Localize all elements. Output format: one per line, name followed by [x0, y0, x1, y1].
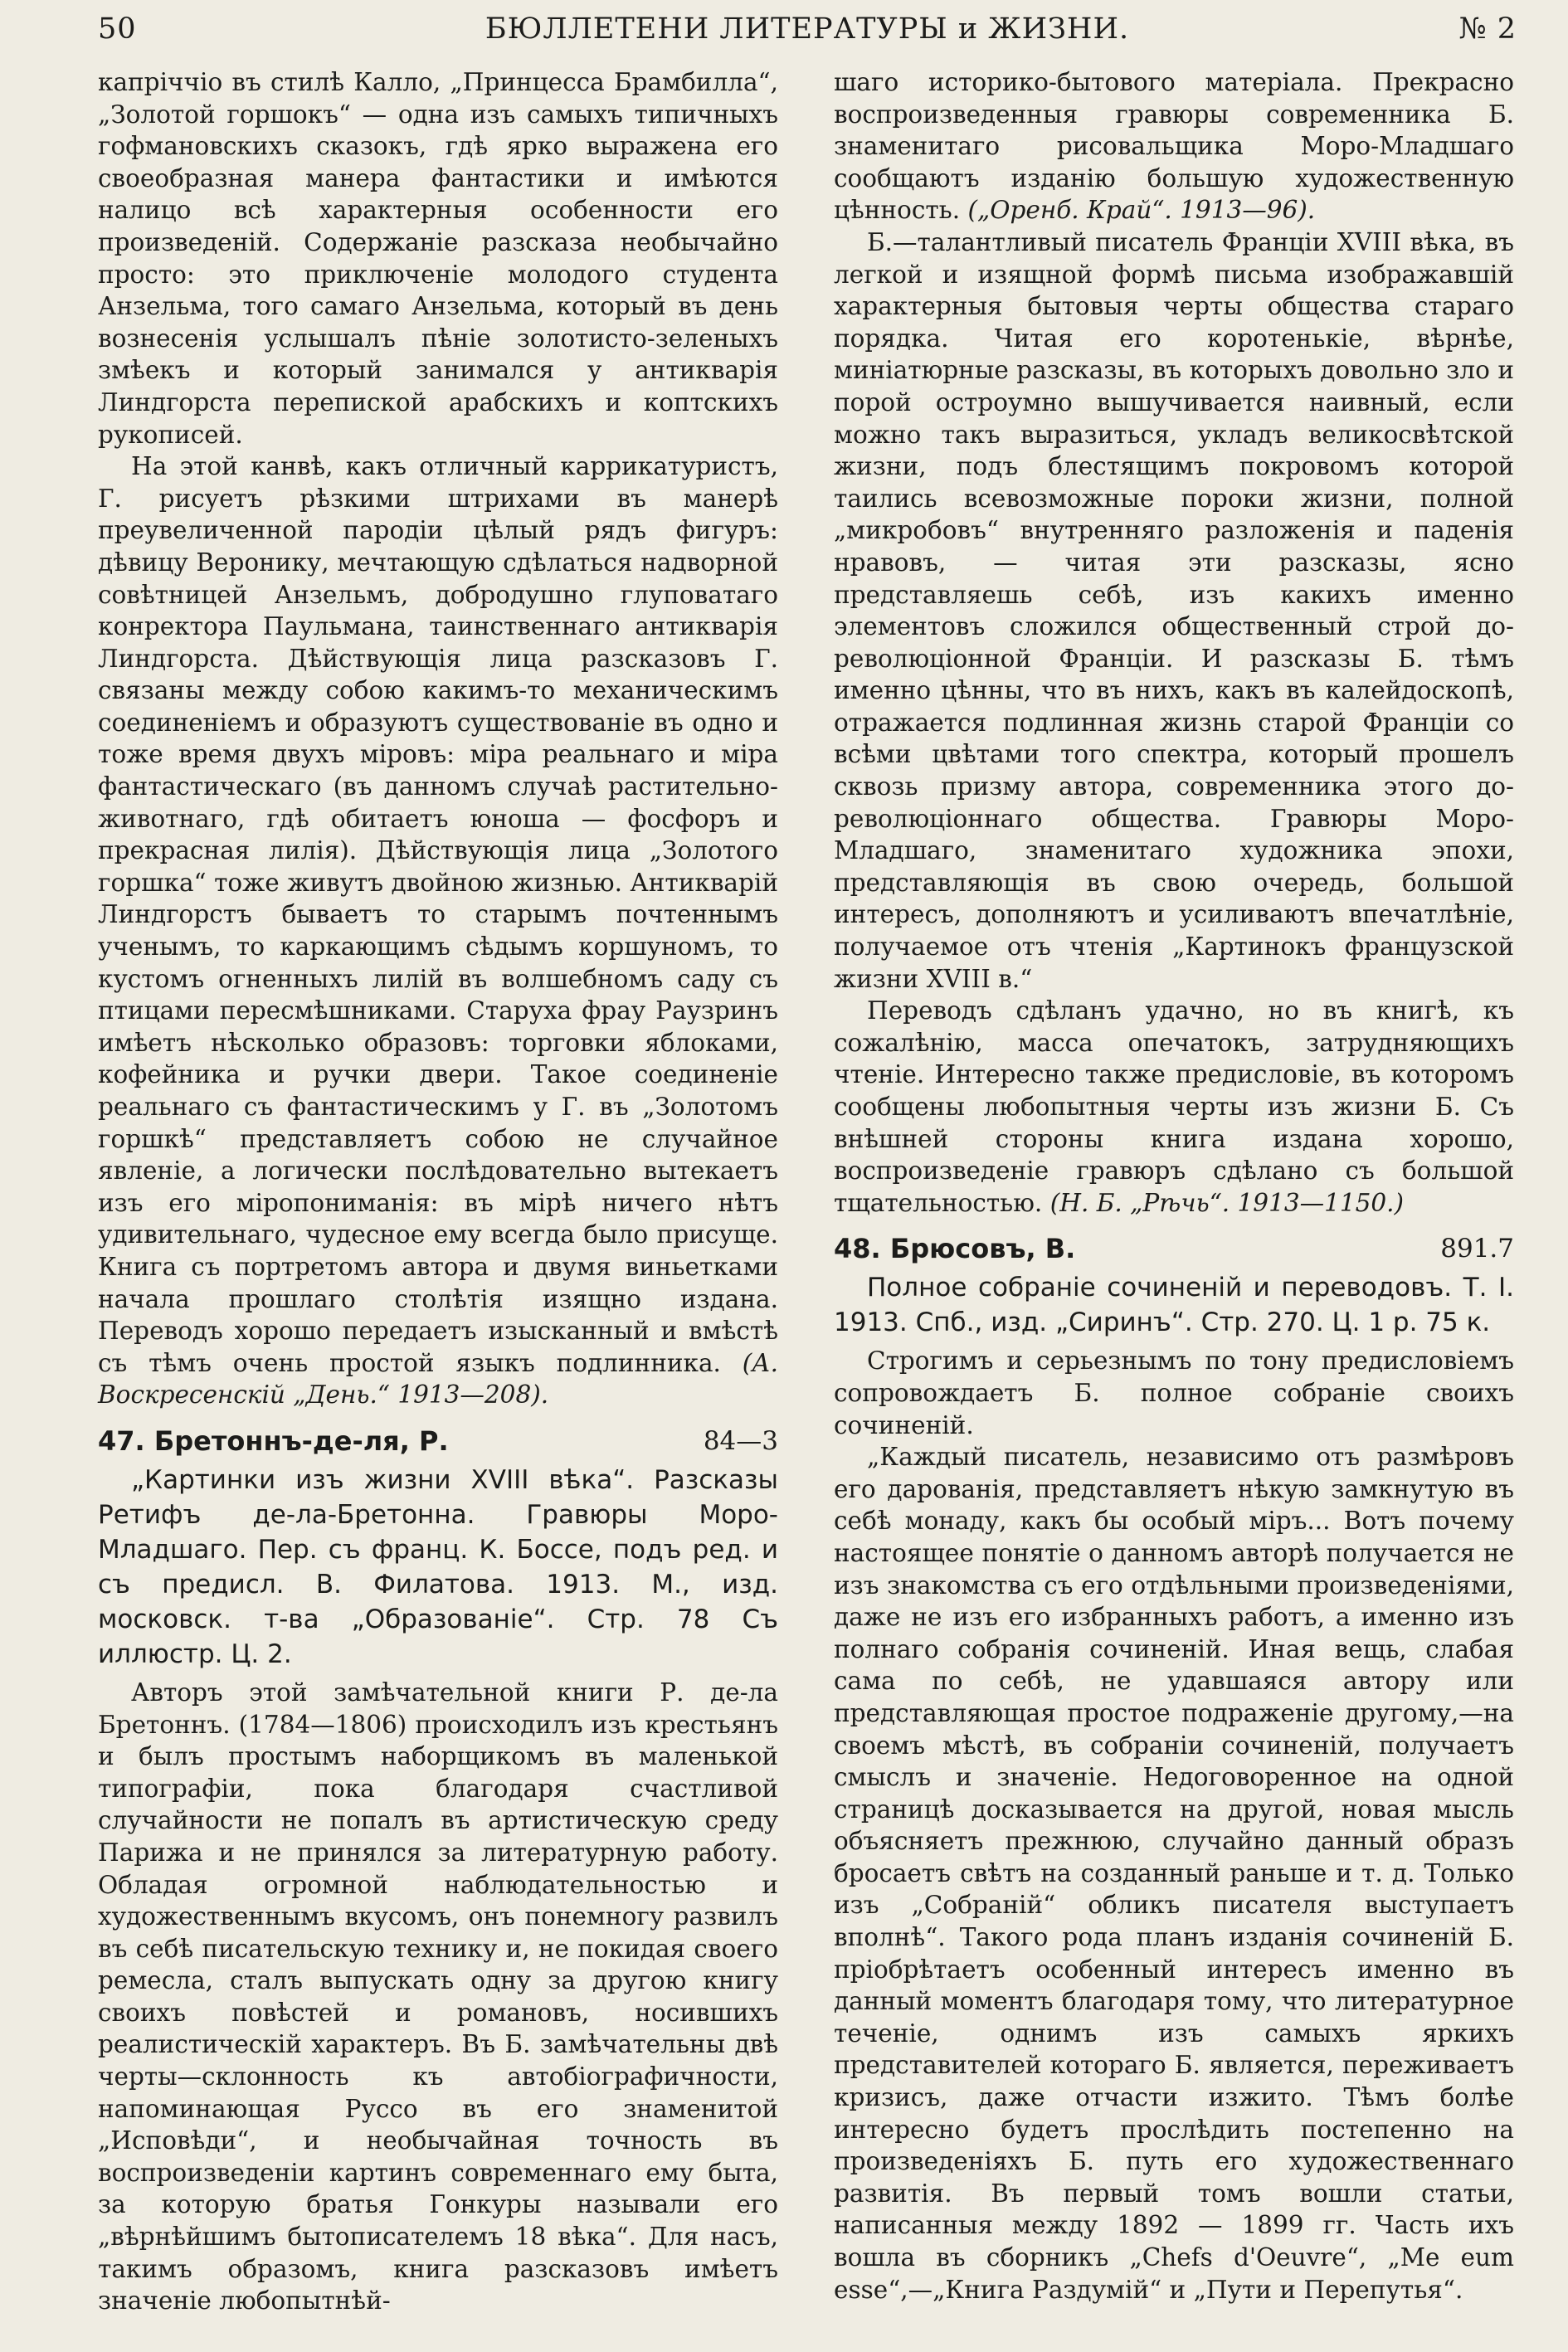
- paragraph: [98, 450, 778, 1411]
- page-header: [98, 3, 1517, 55]
- entry-author: 48. Брюсовъ, В.: [834, 1233, 1076, 1265]
- review-source: (А. Воскресенскій „День.“ 1913—208).: [98, 1348, 778, 1410]
- classification-number: 84—3: [703, 1425, 778, 1456]
- page-number: 50: [98, 12, 137, 46]
- entry-author: 47. Бретоннъ-де-ля, Р.: [98, 1424, 449, 1457]
- left-column: [98, 66, 778, 2317]
- paragraph-text: шаго историко-бытового матеріала. Прекрасно воспроизведенныя гравюры современника Б. знаменитаго рисовальщика Моро-Младшаго сообщаютъ изданію большую художественную цѣнность.: [834, 68, 1514, 225]
- paragraph: капріччіо въ стилѣ Калло, „Принцесса Брамбилла“, „Золотой горшокъ“ — одна изъ самыхъ типичныхъ гофмановскихъ сказокъ, гдѣ ярко выражена его своеобразная манера фантастики и имѣются налицо всѣ характерныя особенности его произведеній. Содержаніе разсказа необычайно просто: это приключеніе молодого студента Анзельма, того самаго Анзельма, который въ день вознесенія услышалъ пѣніе золотисто-зеленыхъ змѣекъ и который занимался у антикварія Линдгорста перепиской арабскихъ и коптскихъ рукописей.: [98, 68, 778, 449]
- issue-number: № 2: [1458, 12, 1517, 46]
- paragraph: Строгимъ и серьезнымъ по тону предисловіемъ сопровождаетъ Б. полное собраніе своихъ сочиненій.: [834, 1346, 1514, 1439]
- paragraph: „Каждый писатель, независимо отъ размѣровъ его дарованія, представляетъ нѣкую замкнутую въ себѣ монаду, какъ бы особый міръ... Вотъ почему настоящее понятіе о данномъ авторѣ получается не изъ знакомства съ его отдѣльными произведеніями, даже не изъ его избранныхъ работъ, а именно изъ полнаго собранія сочиненій. Иная вещь, слабая сама по себѣ, не удавшаяся автору или представляющая простое подраженіе другому,—на своемъ мѣстѣ, въ собраніи сочиненій, получаетъ смыслъ и значеніе. Недоговоренное на одной страницѣ досказывается на другой, новая мысль объясняетъ прежнюю, случайно данный образъ бросаетъ свѣтъ на созданный раньше и т. д. Только изъ „Собраній“ обликъ писателя выступаетъ вполнѣ“. Такого рода планъ изданія сочиненій Б. пріобрѣтаетъ особенный интересъ именно въ данный моментъ благодаря тому, что литературное теченіе, однимъ изъ самыхъ яркихъ представителей котораго Б. является, переживаетъ кризисъ, даже отчасти изжито. Тѣмъ болѣе интересно будетъ прослѣдить постепенно на произведеніяхъ Б. путь его художественнаго развитія. Въ первый томъ вошли статьи, написанныя между 1892 — 1899 гг. Часть ихъ вошла въ сборникъ „Chefs d'Oeuvre“, „Me eum esse“,—„Книга Раздумій“ и „Пути и Перепутья“.: [834, 1443, 1514, 2304]
- running-title: БЮЛЛЕТЕНИ ЛИТЕРАТУРЫ и ЖИЗНИ.: [485, 12, 1130, 46]
- review-source: (Н. Б. „Рѣчь“. 1913—1150.): [1049, 1188, 1405, 1217]
- paragraph-text: Переводъ сдѣланъ удачно, но въ книгѣ, къ сожалѣнію, масса опечатокъ, затрудняющихъ чтеніе. Интересно также предисловіе, въ которомъ сообщены любопытныя черты изъ жизни Б. Съ внѣшней стороны книга издана хорошо, воспроизведеніе гравюръ сдѣлано съ большой тщательностью.: [834, 996, 1514, 1217]
- bibliographic-description: „Картинки изъ жизни XVIII вѣка“. Разсказы Ретифъ де-ла-Бретонна. Гравюры Моро-Младшаго. Пер. съ франц. К. Боссе, подъ ред. и съ предисл. В. Филатова. 1913. М., изд. московск. т-ва „Образованіе“. Стр. 78 Съ иллюстр. Ц. 2.: [98, 1464, 778, 1669]
- paragraph-text: На этой канвѣ, какъ отличный каррикатуристъ, Г. рисуетъ рѣзкими штрихами въ манерѣ преувеличенной пародіи цѣлый рядъ фигуръ: дѣвицу Веронику, мечтающую сдѣлаться надворной совѣтницей Анзельмъ, добродушно глуповатаго конректора Паульмана, таинственнаго антикварія Линдгорста. Дѣйствующія лица разсказовъ Г. связаны между собою какимъ-то механическимъ соединеніемъ и образуютъ существованіе въ одно и тоже время двухъ міровъ: міра реальнаго и міра фантастическаго (въ данномъ случаѣ растительно-животнаго, гдѣ обитаетъ юноша — фосфоръ и прекрасная лилія). Дѣйствующія лица „Золотого горшка“ тоже живутъ двойною жизнью. Антикварій Линдгорстъ бываетъ то старымъ почтеннымъ ученымъ, то каркающимъ сѣдымъ коршуномъ, то кустомъ огненныхъ лилій въ волшебномъ саду съ птицами пересмѣшниками. Старуха фрау Раузринъ имѣетъ нѣсколько образовъ: торговки яблоками, кофейника и ручки двери. Такое соединеніе реальнаго съ фантастическимъ у Г. въ „Золотомъ горшкѣ“ представляетъ собою не случайное явленіе, а логически послѣдовательно вытекаетъ изъ его міропониманія: въ мірѣ ничего нѣтъ удивительнаго, чудесное ему всегда было присуще. Книга съ портретомъ автора и двумя виньетками начала прошлаго столѣтія изящно издана. Переводъ хорошо передаетъ изысканный и вмѣстѣ съ тѣмъ очень простой языкъ подлинника.: [98, 452, 778, 1377]
- bibliographic-description: Полное собраніе сочиненій и переводовъ. Т. I. 1913. Спб., изд. „Сиринъ“. Стр. 270. Ц. 1 р. 75 к.: [834, 1273, 1514, 1338]
- entry-heading: [98, 1423, 778, 1459]
- review-source: („Оренб. Край“. 1913—96).: [967, 196, 1316, 225]
- classification-number: 891.7: [1440, 1234, 1514, 1264]
- paragraph: [834, 995, 1514, 1219]
- entry-heading: [834, 1230, 1514, 1267]
- paragraph: [834, 66, 1514, 226]
- right-column: [834, 66, 1514, 2306]
- paragraph: Авторъ этой замѣчательной книги Р. де-ла Бретоннъ. (1784—1806) происходилъ изъ крестьянъ и былъ простымъ наборщикомъ въ маленькой типографіи, пока благодаря счастливой случайности не попалъ въ артистическую среду Парижа и не принялся за литературную работу. Обладая огромной наблюдательностью и художественнымъ вкусомъ, онъ понемногу развилъ въ себѣ писательскую технику и, не покидая своего ремесла, сталъ выпускать одну за другою книгу своихъ повѣстей и романовъ, носившихъ реалистическій характеръ. Въ Б. замѣчательны двѣ черты—склонность къ автобіографичности, напоминающая Руссо въ его знаменитой „Исповѣди“, и необычайная точность въ воспроизведеніи картинъ современнаго ему быта, за которую братья Гонкуры называли его „вѣрнѣйшимъ бытописателемъ 18 вѣка“. Для насъ, такимъ образомъ, книга разсказовъ имѣетъ значеніе любопытнѣй-: [98, 1678, 778, 2315]
- paragraph: Б.—талантливый писатель Франціи XVIII вѣка, въ легкой и изящной формѣ письма изображавшій характерныя бытовыя черты общества стараго порядка. Читая его коротенькіе, вѣрнѣе, миніатюрные разсказы, въ которыхъ довольно зло и порой остроумно вышучивается наивный, если можно такъ выразиться, укладъ великосвѣтской жизни, подъ блестящимъ покровомъ которой таились всевозможные пороки жизни, полной „микробовъ“ внутренняго разложенія и паденія нравовъ, — читая эти разсказы, ясно представляешь себѣ, изъ какихъ именно элементовъ сложился общественный строй до-революціонной Франціи. И разсказы Б. тѣмъ именно цѣнны, что въ нихъ, какъ въ калейдоскопѣ, отражается подлинная жизнь старой Франціи со всѣми цвѣтами того спектра, который прошелъ сквозь призму автора, современника этого до-революціоннаго общества. Гравюры Моро-Младшаго, знаменитаго художника эпохи, представляющія въ свою очередь, большой интересъ, дополняютъ и усиливаютъ впечатлѣніе, получаемое отъ чтенія „Картинокъ французской жизни XVIII в.“: [834, 227, 1514, 993]
